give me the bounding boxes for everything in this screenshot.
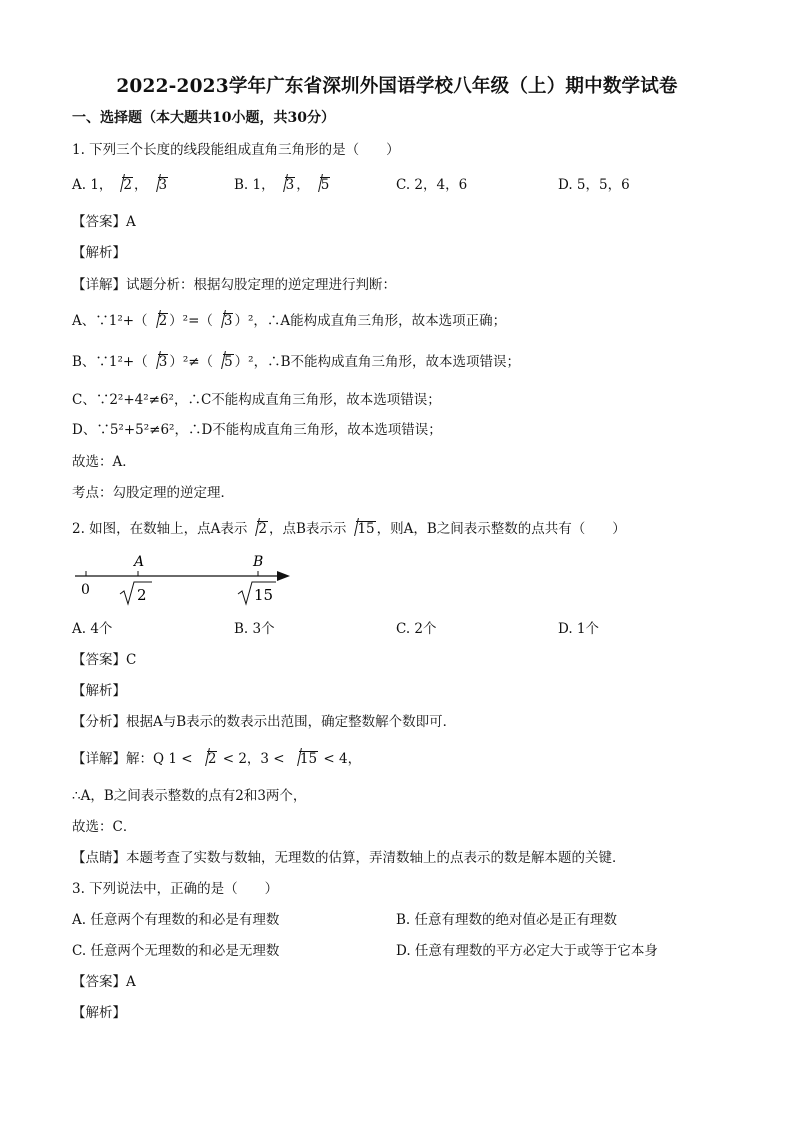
q2-option-d: D. 1个 bbox=[558, 621, 600, 637]
q3-option-d: D. 任意有理数的平方必定大于或等于它本身 bbox=[396, 943, 658, 959]
q1-choice: 故选：A． bbox=[72, 454, 136, 470]
root-a-value: 2 bbox=[137, 586, 147, 604]
label-a: A bbox=[134, 554, 145, 570]
q1-answer: 【答案】A bbox=[72, 214, 136, 230]
sqrt-symbol: 3 bbox=[276, 176, 296, 194]
sqrt-symbol: 15 bbox=[347, 520, 375, 538]
q2-option-a: A. 4个 bbox=[72, 621, 113, 637]
q2-option-b: B. 3个 bbox=[234, 621, 275, 637]
q3-option-b: B. 任意有理数的绝对值必是正有理数 bbox=[396, 912, 618, 928]
q1-line-c: C、∵2²+4²≠6²，∴C不能构成直角三角形，故本选项错误； bbox=[72, 392, 441, 408]
q1-line-a: A、∵1²+（ 2 ）²=（ 3 ）²，∴A能构成直角三角形，故本选项正确； bbox=[72, 313, 507, 329]
sqrt-symbol: 3 bbox=[149, 353, 169, 371]
q2-fenxi: 【分析】根据A与B表示的数表示出范围，确定整数解个数即可． bbox=[72, 714, 457, 730]
number-line-figure bbox=[70, 550, 300, 608]
sqrt-symbol: 5 bbox=[311, 176, 331, 194]
q1-option-d: D. 5，5，6 bbox=[558, 177, 630, 193]
q1-line-b: B、∵1²+（ 3 ）²≠（ 5 ）²，∴B不能构成直角三角形，故本选项错误； bbox=[72, 354, 520, 370]
q1-detail: 【详解】试题分析：根据勾股定理的逆定理进行判断： bbox=[72, 277, 396, 293]
q1-option-c: C. 2，4，6 bbox=[396, 177, 468, 193]
q1-point: 考点：勾股定理的逆定理． bbox=[72, 485, 234, 501]
q2-answer: 【答案】C bbox=[72, 652, 137, 668]
q3-analysis: 【解析】 bbox=[72, 1005, 126, 1021]
sqrt-symbol: 15 bbox=[290, 750, 318, 768]
sqrt-symbol: 2 bbox=[248, 520, 268, 538]
label-zero: 0 bbox=[81, 582, 90, 598]
q3-option-c: C. 任意两个无理数的和必是无理数 bbox=[72, 943, 280, 959]
q1-line-d: D、∵5²+5²≠6²，∴D不能构成直角三角形，故本选项错误； bbox=[72, 422, 442, 438]
q2-option-c: C. 2个 bbox=[396, 621, 437, 637]
sqrt-symbol: 3 bbox=[214, 312, 234, 330]
question-1-stem: 1. 下列三个长度的线段能组成直角三角形的是（ ） bbox=[72, 142, 400, 158]
question-3-stem: 3. 下列说法中，正确的是（ ） bbox=[72, 881, 279, 897]
q1-option-a: A. 1， 2 ， 3 bbox=[72, 177, 168, 193]
arrow-head-icon bbox=[277, 571, 290, 581]
q1-analysis: 【解析】 bbox=[72, 245, 126, 261]
section-heading: 一、选择题（本大题共10小题，共30分） bbox=[72, 110, 335, 126]
sqrt-symbol: 2 bbox=[113, 176, 133, 194]
q2-analysis: 【解析】 bbox=[72, 683, 126, 699]
q2-choice: 故选：C． bbox=[72, 819, 137, 835]
sqrt-symbol: 5 bbox=[214, 353, 234, 371]
sqrt-symbol: 2 bbox=[198, 750, 218, 768]
q2-conclusion: ∴A，B之间表示整数的点有2和3两个， bbox=[72, 788, 307, 804]
q3-answer: 【答案】A bbox=[72, 974, 136, 990]
sqrt-symbol: 3 bbox=[149, 176, 169, 194]
question-2-stem: 2. 如图，在数轴上，点A表示 2 ，点B表示示 15 ，则A，B之间表示整数的点共有（ ） bbox=[72, 521, 626, 537]
sqrt-symbol: 2 bbox=[149, 312, 169, 330]
q3-option-a: A. 任意两个有理数的和必是有理数 bbox=[72, 912, 280, 928]
q2-dianjing: 【点睛】本题考查了实数与数轴，无理数的估算，弄清数轴上的点表示的数是解本题的关键． bbox=[72, 850, 626, 866]
q2-detail: 【详解】解：Q 1 < 2 < 2，3 < 15 < 4， bbox=[72, 751, 362, 767]
page-title: 2022-2023学年广东省深圳外国语学校八年级（上）期中数学试卷 bbox=[116, 76, 678, 97]
q1-option-b: B. 1， 3 ， 5 bbox=[234, 177, 330, 193]
label-b: B bbox=[253, 554, 264, 570]
root-b-value: 15 bbox=[254, 586, 274, 604]
